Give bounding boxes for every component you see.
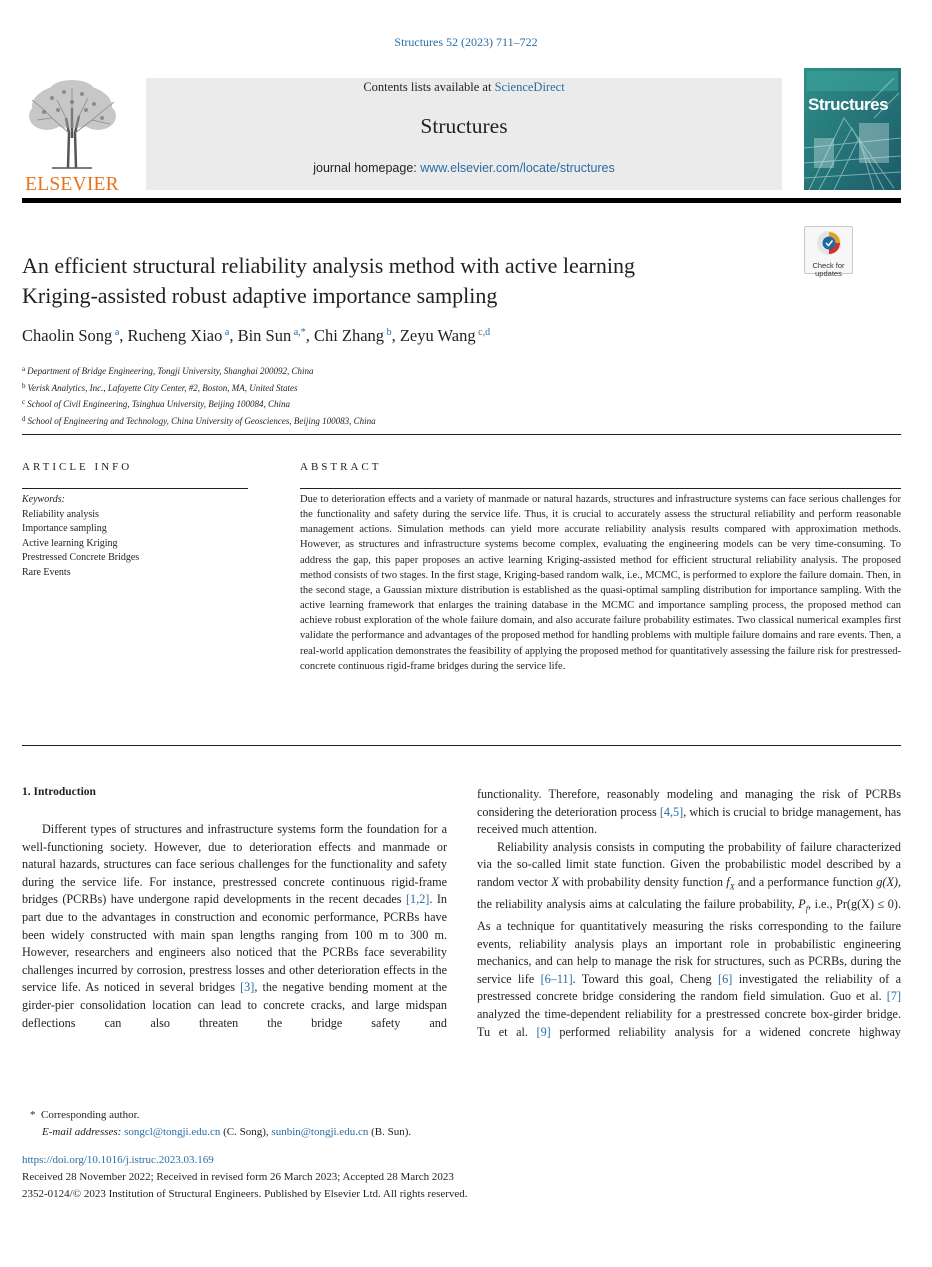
journal-cover-image[interactable] [804, 68, 901, 190]
reference-link[interactable]: [6] [718, 971, 733, 986]
received-dates: Received 28 November 2022; Received in revised form 26 March 2023; Accepted 28 March 2023 [22, 1171, 454, 1183]
abstract-rule [300, 488, 901, 489]
doi-link[interactable]: https://doi.org/10.1016/j.istruc.2023.03.169 [22, 1154, 214, 1166]
math-symbol: $P_f$ [798, 897, 808, 914]
abstract-divider [22, 745, 901, 746]
author-name[interactable]: Chaolin Song [22, 326, 113, 345]
author-list: Chaolin Song $^a$, Rucheng Xiao $^a$, Bin Sun $^{a,*}$, Chi Zhang $^b$, Zeyu Wang $^{c,d}$ [22, 326, 491, 345]
body-column-left [22, 821, 447, 1032]
reference-link[interactable]: [9] [536, 1024, 551, 1039]
author-affiliation-mark[interactable]: a [224, 327, 230, 338]
body-paragraph: Different types of structures and infrastructure systems form the foundation for a well-functioning society. However, due to deterioration effects and manmade or natural hazards, structures can face serious challenges for the functionality and safety during the service life. For instance, prestressed concrete continuous rigid-frame bridges (PCRBs) have undergone rapid developments in the recent decades [1,2]. In part due to the advantages in construction and economic performance, PCRBs have been widely constructed with main span lengths ranging from 100 m to 300 m. However, researchers and engineers also noticed that the PCRBs face severability challenges incurred by corrosion, prestress losses and other deterioration effects in the service life. As noticed in several bridges [3], the negative bending moment at the girder-pier consolidation location can lead to concrete cracks, and large midspan deflections can also threaten the bridge safety and [22, 822, 448, 1030]
article-info-heading: ARTICLE INFO [22, 461, 133, 473]
author-name[interactable]: Bin Sun [237, 326, 292, 345]
check-for-updates-badge[interactable] [804, 226, 853, 278]
math-symbol: $f_X$ [726, 874, 735, 892]
math-expression: Pr(g(X) ≤ 0) [836, 897, 898, 911]
affiliation: $^c$ School of Civil Engineering, Tsinghua University, Beijing 100084, China [22, 398, 291, 409]
author-affiliation-mark[interactable]: a [114, 327, 120, 338]
abstract-heading: ABSTRACT [300, 461, 382, 473]
author-affiliation-mark[interactable]: a,* [293, 327, 306, 338]
reference-link[interactable]: [3] [240, 980, 255, 995]
body-paragraph: Reliability analysis consists in computing the probability of failure characterized via the so-called limit state function. Given the probabilistic model described by a random vector X with probability density function $f_X$ and a performance function g(X), the reliability analysis aims at calculating the failure probability, $P_f$, i.e., Pr(g(X) ≤ 0). As a technique for quantitatively measuring the risks corresponding to the failure events, reliability analysis plays an important role in probabilistic engineering mechanics, and can help to manage the risk for structures, such as PCRBs, during the service life [6–11]. Toward this goal, Cheng [6] investigated the reliability of a prestressed concrete bridge considering the random field simulation. Guo et al. [7] analyzed the time-dependent reliability for a prestressed concrete box-girder bridge. Tu et al. [9] performed reliability analysis for a widened concrete highway [477, 839, 902, 1039]
author-name[interactable]: Rucheng Xiao [127, 326, 223, 345]
journal-citation[interactable]: Structures 52 (2023) 711–722 [394, 35, 538, 49]
body-paragraph: functionality. Therefore, reasonably modeling and managing the risk of PCRBs considering the deterioration process [4,5], which is crucial to bridge management, has received much attention. [477, 787, 901, 837]
cover-title: Structures [808, 95, 889, 114]
author-affiliation-mark[interactable]: c,d [478, 327, 491, 338]
contents-availability: Contents lists available at ScienceDirect [363, 80, 565, 94]
abstract-text: Due to deterioration effects and a variety of manmade or natural hazards, structures and infrastructure systems can face serious challenges for the functionality and safety during the service life. Thus, it is crucial to accurately assess the structural reliability and perform reasonable management actions. Simulation methods can yield more accurate reliability analysis results compared with approximation methods. However, as structures and infrastructure systems become complex, evaluating the engineering models can be very time-consuming. To address the gap, this paper proposes an active learning Kriging-assisted method for efficient structural reliability analysis. The proposed method consists of two stages. In the first stage, Kriging-based random walk, i.e., MCMC, is performed to explore the failure domain. Then, in the second stage, a Gaussian mixture distribution is established as the quasi-optimal sampling distribution for importance sampling. With the active learning framework that enlarges the training database in the MCMC and importance sampling process, the proposed method can achieve robust exploration of the whole failure domain, and also accurate failure probability estimates. Two classical numerical examples first validate the performance and advantages of the proposed method for handling problems with multiple failure domains and rare events. Then, a real-world application demonstrates the feasibility of applying the proposed method for quantitatively assessing the failure risk for prestressed-concrete continuous rigid-frame bridges during the service life. [300, 494, 901, 672]
body-column-right [477, 786, 901, 1041]
elsevier-logo [22, 78, 122, 195]
keywords-block [22, 493, 248, 581]
keyword: Prestressed Concrete Bridges [22, 552, 140, 564]
corresponding-note: * Corresponding author. [30, 1109, 140, 1121]
affiliation: $^b$ Verisk Analytics, Inc., Lafayette City Center, #2, Boston, MA, United States [22, 381, 298, 393]
reference-link[interactable]: [4,5] [659, 804, 684, 819]
math-symbol: g(X) [876, 874, 898, 889]
author-name[interactable]: Zeyu Wang [399, 326, 476, 345]
reference-link[interactable]: [1,2] [406, 892, 430, 907]
affiliation: $^d$ School of Engineering and Technology, China University of Geosciences, Beijing 100083, China [22, 414, 376, 426]
copyright-notice: 2352-0124/© 2023 Institution of Structural Engineers. Published by Elsevier Ltd. All rights reserved. [22, 1188, 468, 1200]
section-heading-introduction: 1. Introduction [22, 786, 96, 798]
email-link[interactable]: songcl@tongji.edu.cn [124, 1126, 221, 1138]
keyword: Rare Events [22, 566, 71, 578]
article-info-rule [22, 488, 248, 489]
corresponding-author-footnote [22, 1107, 722, 1141]
check-updates-icon [816, 230, 842, 256]
keyword: Active learning Kriging [22, 537, 118, 549]
author-affiliation-mark[interactable]: b [386, 327, 392, 338]
journal-masthead [146, 78, 782, 190]
journal-homepage: journal homepage: www.elsevier.com/locate/structures [313, 161, 615, 175]
article-title: An efficient structural reliability analysis method with active learning Kriging-assisted robust adaptive importance sampling [22, 253, 635, 308]
sciencedirect-link[interactable]: ScienceDirect [494, 80, 565, 94]
reference-link[interactable]: [7] [886, 989, 902, 1004]
keywords-label: Keywords: [22, 494, 65, 505]
email-link[interactable]: sunbin@tongji.edu.cn [271, 1126, 369, 1138]
cover-artwork [804, 68, 901, 190]
header-divider [22, 198, 901, 203]
affiliation-divider [22, 434, 901, 435]
reference-link[interactable]: [6–11] [540, 971, 573, 986]
article-metadata [22, 1152, 722, 1203]
keyword: Importance sampling [22, 523, 107, 535]
journal-title: Structures [420, 114, 508, 138]
math-symbol: X [551, 874, 559, 889]
publisher-wordmark: ELSEVIER [25, 174, 119, 195]
check-updates-label: Check for updates [812, 261, 845, 278]
affiliation: $^a$ Department of Bridge Engineering, Tongji University, Shanghai 200092, China [22, 365, 314, 376]
author-name[interactable]: Chi Zhang [313, 326, 385, 345]
email-note: E-mail addresses: songcl@tongji.edu.cn (C. Song), sunbin@tongji.edu.cn (B. Sun). [42, 1126, 412, 1138]
keyword: Reliability analysis [22, 508, 99, 520]
affiliation-list [22, 362, 722, 428]
journal-homepage-link[interactable]: www.elsevier.com/locate/structures [420, 161, 615, 175]
elsevier-tree-icon [22, 78, 122, 170]
